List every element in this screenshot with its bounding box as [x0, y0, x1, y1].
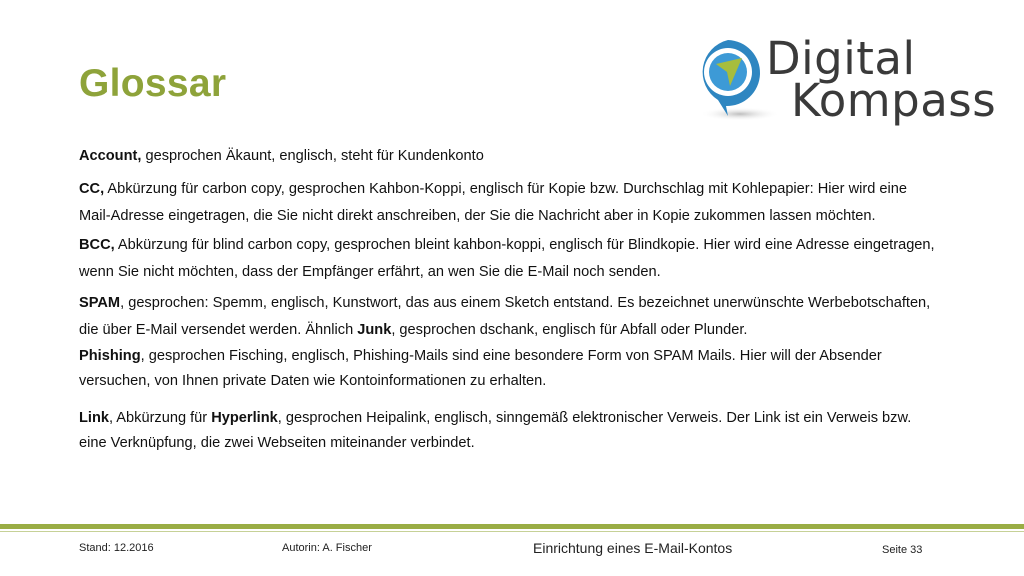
- term: Link: [79, 410, 109, 426]
- definition: Abkürzung für carbon copy, gesprochen Kahbon-Koppi, englisch für Kopie bzw. Durchschlag mit Kohlepapier: Hier wird eine Mail-Adresse eingetragen, die Sie nicht direkt anschreiben, der Sie die Nachricht aber in Kopie zukommen lassen möchten.: [79, 181, 907, 224]
- logo-text-kompass: Kompass: [791, 74, 997, 127]
- glossary-entry-bcc: [79, 232, 939, 286]
- glossary-content: [79, 143, 939, 456]
- footer-author: Autorin: A. Fischer: [282, 542, 372, 554]
- definition: , gesprochen dschank, englisch für Abfall oder Plunder.: [391, 322, 748, 338]
- term: Hyperlink: [211, 410, 278, 426]
- glossary-entry-account: [79, 143, 939, 170]
- definition: gesprochen Äkaunt, englisch, steht für Kundenkonto: [141, 148, 484, 164]
- term: Junk: [357, 322, 392, 338]
- footer-title: Einrichtung eines E-Mail-Kontos: [533, 540, 733, 556]
- term: BCC,: [79, 237, 115, 253]
- definition: , gesprochen Heipalink, englisch, sinngemäß elektronischer Verweis. Der Link ist ein Verweis bzw. eine Verknüpfung, die zwei Webseiten miteinander verbindet.: [79, 410, 912, 451]
- footer-stand: Stand: 12.2016: [79, 542, 154, 554]
- definition: , Abkürzung für: [109, 410, 212, 426]
- page-number: Seite 33: [882, 544, 923, 556]
- page-title: Glossar: [79, 62, 227, 105]
- term: SPAM: [79, 295, 121, 311]
- footer-divider: [0, 524, 1024, 529]
- glossary-entry-phishing: [79, 344, 939, 394]
- glossary-entry-link: [79, 406, 939, 456]
- glossary-entry-cc: [79, 176, 939, 230]
- logo-text-digital: Digital: [766, 32, 916, 85]
- definition: Abkürzung für blind carbon copy, gesprochen bleint kahbon-koppi, englisch für Blindkopie. Hier wird eine Adresse eingetragen, wenn Sie nicht möchten, dass der Empfänger erfährt, an wen Sie die E-Mail noch senden.: [79, 237, 935, 280]
- term: Phishing: [79, 348, 141, 364]
- definition: , gesprochen: Spemm, englisch, Kunstwort, das aus einem Sketch entstand. Es bezeichnet unerwünschte Werbebotschaften, die über E-Mail versendet werden. Ähnlich: [79, 295, 931, 338]
- footer-divider-thin: [0, 531, 1024, 532]
- definition: , gesprochen Fisching, englisch, Phishing-Mails sind eine besondere Form von SPAM Mails. Hier will der Absender versuchen, von Ihnen private Daten wie Kontoinformationen zu erhalten.: [79, 348, 882, 389]
- pin-shadow: [700, 107, 780, 121]
- term: Account,: [79, 148, 142, 164]
- glossary-entry-spam: [79, 290, 939, 344]
- term: CC,: [79, 181, 105, 197]
